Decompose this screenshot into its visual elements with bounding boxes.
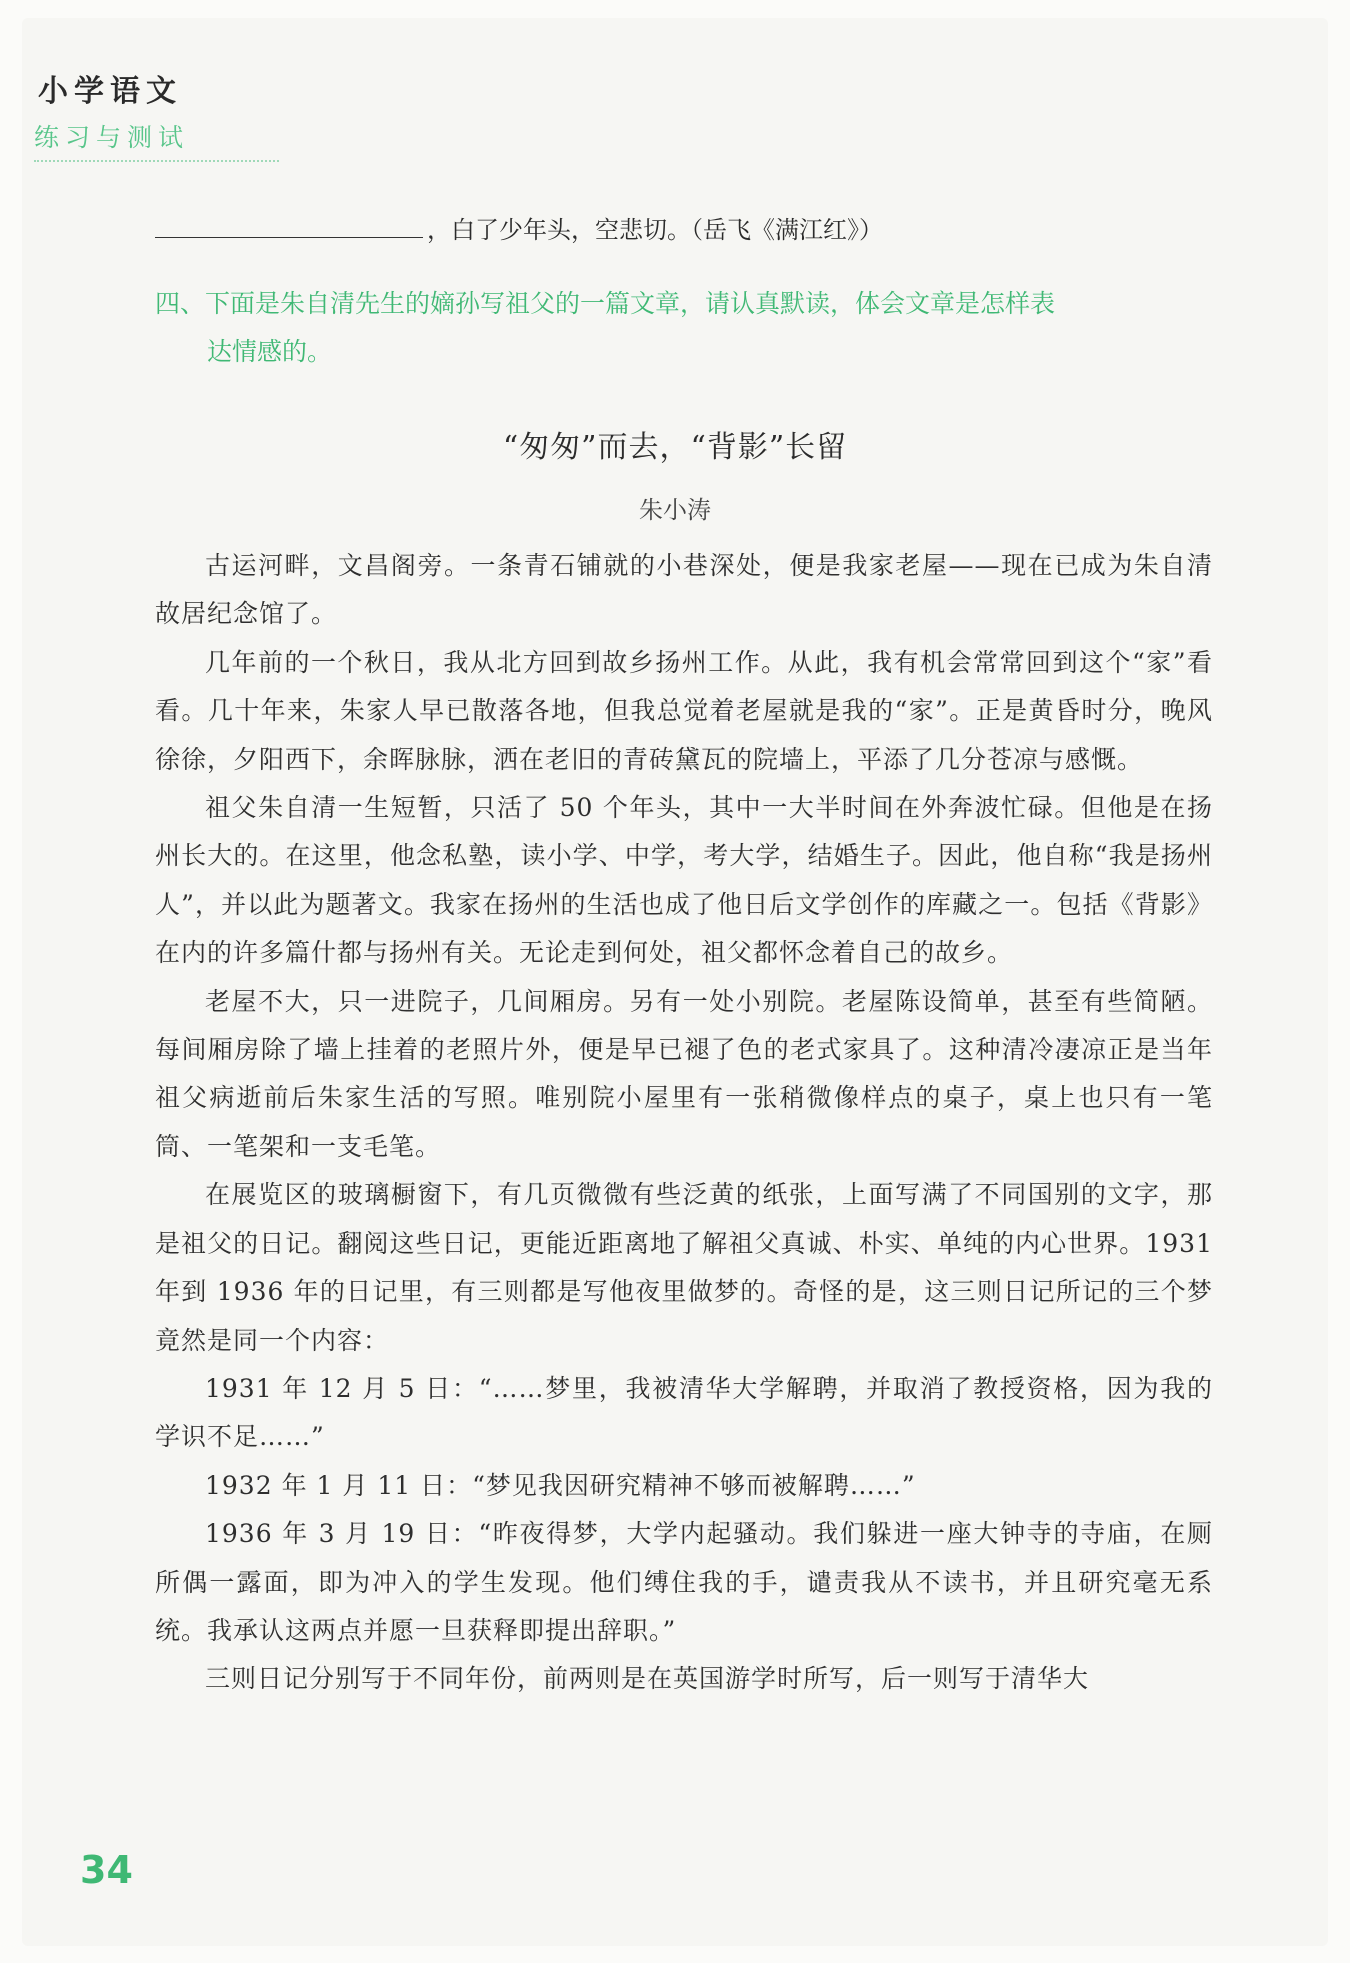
diary-entry: 1932 年 1 月 11 日：“梦见我因研究精神不够而被解聘……” bbox=[205, 1470, 916, 1500]
article-body bbox=[155, 542, 1213, 1704]
paragraph: 在展览区的玻璃橱窗下，有几页微微有些泛黄的纸张，上面写满了不同国别的文字，那是祖父的日记。翻阅这些日记，更能近距离地了解祖父真诚、朴实、单纯的内心世界。1931 年到 1936 年的日记里，有三则都是写他夜里做梦的。奇怪的是，这三则日记所记的三个梦竟然是同一个内容： bbox=[155, 1180, 1213, 1355]
header-subtitle: 练习与测试 bbox=[34, 118, 279, 162]
diary-entry: 1936 年 3 月 19 日：“昨夜得梦，大学内起骚动。我们躲进一座大钟寺的寺庙，在厕所偶一露面，即为冲入的学生发现。他们缚住我的手，谴责我从不读书，并且研究毫无系统。我承认这两点并愿一旦获释即提出辞职。” bbox=[155, 1519, 1213, 1645]
paragraph: 几年前的一个秋日，我从北方回到故乡扬州工作。从此，我有机会常常回到这个“家”看看。几十年来，朱家人早已散落各地，但我总觉着老屋就是我的“家”。正是黄昏时分，晚风徐徐，夕阳西下，余晖脉脉，洒在老旧的青砖黛瓦的院墙上，平添了几分苍凉与感慨。 bbox=[155, 647, 1213, 774]
article-title: “匆匆”而去，“背影”长留 bbox=[502, 430, 848, 465]
question-4-line1: 四、下面是朱自清先生的嫡孙写祖父的一篇文章，请认真默读，体会文章是怎样表 bbox=[155, 289, 1056, 318]
paragraph: 祖父朱自清一生短暂，只活了 50 个年头，其中一大半时间在外奔波忙碌。但他是在扬州长大的。在这里，他念私塾，读小学、中学，考大学，结婚生子。因此，他自称“我是扬州人”，并以此为题著文。我家在扬州的生活也成了他日后文学创作的库藏之一。包括《背影》在内的许多篇什都与扬州有关。无论走到何处，祖父都怀念着自己的故乡。 bbox=[155, 793, 1213, 968]
question-4 bbox=[155, 280, 1215, 376]
page-number: 34 bbox=[80, 1848, 133, 1892]
paragraph: 三则日记分别写于不同年份，前两则是在英国游学时所写，后一则写于清华大 bbox=[205, 1664, 1090, 1694]
article-author: 朱小涛 bbox=[639, 496, 711, 524]
paragraph: 古运河畔，文昌阁旁。一条青石铺就的小巷深处，便是我家老屋——现在已成为朱自清故居纪念馆了。 bbox=[155, 551, 1213, 629]
fill-line-text: ，白了少年头，空悲切。（岳飞《满江红》） bbox=[427, 216, 883, 244]
book-header bbox=[34, 66, 279, 162]
fill-in-line bbox=[155, 210, 883, 245]
answer-blank[interactable] bbox=[155, 215, 423, 238]
diary-entry: 1931 年 12 月 5 日：“……梦里，我被清华大学解聘，并取消了教授资格，因为我的学识不足……” bbox=[155, 1373, 1213, 1452]
header-title: 小学语文 bbox=[38, 74, 182, 109]
question-4-line2: 达情感的。 bbox=[207, 337, 333, 366]
paragraph: 老屋不大，只一进院子，几间厢房。另有一处小别院。老屋陈设简单，甚至有些简陋。每间厢房除了墙上挂着的老照片外，便是早已褪了色的老式家具了。这种清冷凄凉正是当年祖父病逝前后朱家生活的写照。唯别院小屋里有一张稍微像样点的桌子，桌上也只有一笔筒、一笔架和一支毛笔。 bbox=[155, 986, 1213, 1161]
